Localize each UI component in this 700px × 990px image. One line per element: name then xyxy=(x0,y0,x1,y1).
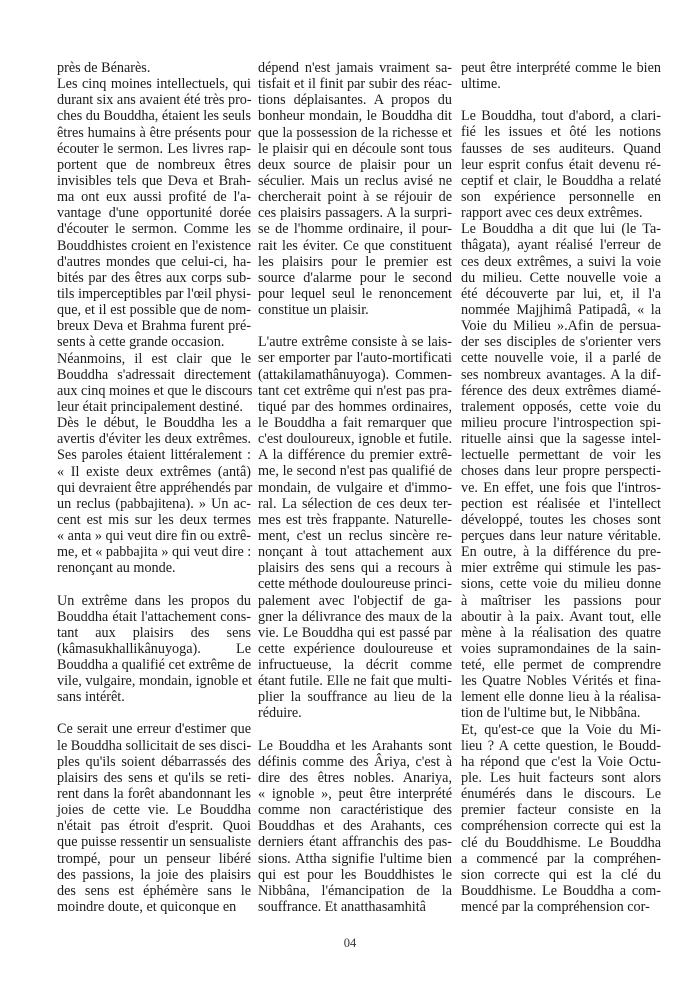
text-line: portent que de nombreux êtres xyxy=(57,156,251,173)
text-line: Le Bouddha et les Arahants sont xyxy=(258,737,452,754)
text-line: tiqué par des hommes ordinaires, xyxy=(258,398,452,415)
text-line: cent est mis sur les deux termes xyxy=(57,511,251,528)
text-line: milieu procure l'introspection spi- xyxy=(461,414,661,431)
text-line: me, le second n'est pas qualifié de xyxy=(258,463,452,480)
text-line: Ce serait une erreur d'estimer que xyxy=(57,721,251,738)
text-line: rait les éviter. Ce que constituent xyxy=(258,237,452,254)
text-line: ultime. xyxy=(461,76,501,93)
text-line: bonheur mondain, le Bouddha dit xyxy=(258,108,452,125)
text-line: der ses disciples de s'orienter vers xyxy=(461,334,661,351)
text-line: pour lequel seul le renoncement xyxy=(258,285,452,302)
text-line: tions déplaisantes. A propos du xyxy=(258,92,452,109)
text-line: fié les issues et ôté les notions xyxy=(461,124,661,141)
text-line: énumérés dans le discours. Le xyxy=(461,786,661,803)
text-line: rituelle ainsi que la sagesse intel- xyxy=(461,431,661,448)
text-line: dire des êtres nobles. Anariya, xyxy=(258,769,452,786)
text-line: Voie du Milieu ».Afin de persua- xyxy=(461,318,661,335)
text-line: êtres humains à être présents pour xyxy=(57,124,251,141)
text-line: sans intérêt. xyxy=(57,689,125,706)
text-line: les plaisirs pour le premier est xyxy=(258,253,452,270)
text-line: breux Deva et Brahma furent pré- xyxy=(57,318,251,335)
text-line: peut être interprété comme le bien xyxy=(461,60,661,76)
text-line: comme non caractéristique des xyxy=(258,802,452,819)
text-line: cette nouvelle voie, il a parlé de xyxy=(461,350,661,367)
paragraph xyxy=(461,60,661,92)
text-line: ral. La sélection de ces deux ter- xyxy=(258,495,452,512)
text-line: sions, cette voie du milieu donne xyxy=(461,576,661,593)
text-line: lement elle donne lieu à la réalisa- xyxy=(461,689,661,706)
text-line: « Il existe deux extrêmes (antâ) xyxy=(57,463,251,480)
text-line: aboutir à la paix. Avant tout, elle xyxy=(461,608,661,625)
text-line: me, et « pabbajita » qui veut dire : xyxy=(57,544,252,561)
text-line: Ses paroles étaient littéralement : xyxy=(57,447,251,464)
text-line: souffrance. Et anatthasamhitâ xyxy=(258,899,426,916)
text-line: aux cinq moines et que le discours xyxy=(57,382,253,399)
text-line: voies supramondaines de la sain- xyxy=(461,640,661,657)
text-line: que puisse ressentir un sensualiste xyxy=(57,834,251,851)
text-line: plaisirs des sens qui a recours à xyxy=(258,560,452,577)
text-line: bités par des êtres aux corps sub- xyxy=(57,269,251,286)
text-line: tant aux plaisirs des sens xyxy=(57,624,251,641)
text-line: Bouddhas et des Arahants, ces xyxy=(258,818,452,835)
text-line: dépend n'est jamais vraiment sa- xyxy=(258,60,452,76)
text-line: deux source de plaisir pour un xyxy=(258,156,452,173)
text-line: développé, toutes les choses sont xyxy=(461,511,661,528)
text-line: (kâmasukhallikânuyoga). Le xyxy=(57,640,251,657)
text-line: Le Bouddha a dit que lui (le Ta- xyxy=(461,221,661,238)
text-line: se de l'homme ordinaire, il pour- xyxy=(258,221,452,238)
text-line: d'autres mondes que celui-ci, ha- xyxy=(57,253,251,270)
text-line: ma ont eux aussi profité de l'a- xyxy=(57,189,251,206)
text-line: pection est réalisée et l'intellect xyxy=(461,495,661,512)
text-line: ment, c'est un reclus sincère re- xyxy=(258,527,452,544)
paragraph xyxy=(258,60,452,318)
text-line: chercherait point à se réjouir de xyxy=(258,189,452,206)
text-line: tisfait et il finit par subir des réac- xyxy=(258,76,452,93)
text-line: été découverte par lui, et, il l'a xyxy=(461,285,661,302)
text-line: lectuelle permettant de voir les xyxy=(461,447,661,464)
text-line: plaisirs des sens et qu'ils se reti- xyxy=(57,769,251,786)
text-line: durant six ans avaient été très pro- xyxy=(57,92,252,109)
text-line: joies de cette vie. Le Bouddha xyxy=(57,802,251,819)
text-line: n'était pas étroit d'esprit. Quoi xyxy=(57,818,251,835)
text-line: ces deux extrêmes, a suivi la voie xyxy=(461,253,661,270)
text-line: rapport avec ces deux extrêmes. xyxy=(461,205,643,222)
text-line: A la différence du premier extrê- xyxy=(258,447,452,464)
text-line: ha répond que c'est la Voie Octu- xyxy=(461,753,661,770)
paragraph xyxy=(461,108,661,221)
text-line: les Quatre Nobles Vérités et fina- xyxy=(461,673,661,690)
text-line: cette méthode douloureuse princi- xyxy=(258,576,452,593)
text-line: Un extrême dans les propos du xyxy=(57,592,251,609)
text-line: le Bouddha a fait remarquer que xyxy=(258,414,452,431)
text-line: mencé par la compréhension cor- xyxy=(461,899,650,916)
text-line: un reclus (pabbajitena). » Un ac- xyxy=(57,495,251,512)
text-line: leur était principalement destiné. xyxy=(57,398,243,415)
text-line: qui devraient être appréhendés par xyxy=(57,479,253,496)
text-line: sions. Attha signifie l'ultime bien xyxy=(258,850,452,867)
text-line: ceptif et clair, le Bouddha a relaté xyxy=(461,172,661,189)
paragraph xyxy=(57,593,251,706)
text-line: mier extrême qui stimule les pas- xyxy=(461,560,661,577)
text-line: férence des deux extrêmes diamé- xyxy=(461,382,661,399)
text-line: des sens est éphémère sans le xyxy=(57,882,251,899)
text-column-3 xyxy=(461,60,661,915)
text-line: Les cinq moines intellectuels, qui xyxy=(57,76,251,93)
text-line: « ignoble », peut être interprété xyxy=(258,786,452,803)
text-line: son expérience personnelle en xyxy=(461,188,661,205)
text-line: lieu ? A cette question, le Boudd- xyxy=(461,737,661,754)
text-line: tils imperceptibles par l'œil physi- xyxy=(57,285,251,302)
text-line: réduire. xyxy=(258,705,302,722)
text-line: a commencé par la compréhen- xyxy=(461,850,661,867)
text-line: « anta » qui veut dire fin ou extrê- xyxy=(57,528,251,545)
paragraph xyxy=(461,722,661,916)
text-line: Bouddha s'adressait directement xyxy=(57,366,251,383)
text-line: Bouddha était l'attachement cons- xyxy=(57,608,251,625)
paragraph xyxy=(57,60,251,76)
text-line: ple. Les huit facteurs sont alors xyxy=(461,770,661,787)
paragraph xyxy=(57,721,251,915)
text-line: avertis d'éviter les deux extrêmes. xyxy=(57,431,251,448)
text-line: L'autre extrême consiste à se lais- xyxy=(258,334,452,351)
text-line: gner la délivrance des maux de la xyxy=(258,608,452,625)
text-line: nommée Majjhimâ Patipadâ, « la xyxy=(461,301,661,318)
text-line: ples qu'ils soient débarrassés des xyxy=(57,753,251,770)
text-line: du milieu. Cette nouvelle voie a xyxy=(461,269,661,286)
text-line: derniers étant affranchis des pas- xyxy=(258,834,452,851)
text-line: Nibbâna, l'émancipation de la xyxy=(258,882,452,899)
text-line: vile, vulgaire, mondain, ignoble et xyxy=(57,673,253,690)
text-line: que, et il est possible que de nom- xyxy=(57,302,251,319)
text-line: Bouddha a qualifié cet extrême de xyxy=(57,657,252,674)
text-line: étant futile. Elle ne fait que multi- xyxy=(258,673,452,690)
text-line: tralement opposés, cette voie du xyxy=(461,398,661,415)
text-line: près de Bénarès. xyxy=(57,60,151,76)
text-line: mondain, de vulgaire et d'immo- xyxy=(258,479,452,496)
text-line: vantage d'une opportunité dorée xyxy=(57,205,251,222)
text-line: fausses de ses auditeurs. Quand xyxy=(461,140,661,157)
text-line: des passions, la joie des plaisirs xyxy=(57,866,251,883)
paragraph xyxy=(461,221,661,721)
text-line: thâgata), ayant réalisé l'erreur de xyxy=(461,237,661,254)
paragraph xyxy=(57,351,251,416)
page-number: 04 xyxy=(343,936,357,950)
text-line: source d'alarme pour le second xyxy=(258,269,452,286)
text-line: définis comme des Âriya, c'est à xyxy=(258,753,452,770)
text-line: tant cet extrême qui n'est pas pra- xyxy=(258,382,452,399)
paragraph xyxy=(57,76,251,350)
text-line: à maîtriser les passions pour xyxy=(461,592,661,609)
text-line: Bouddhisme. Le Bouddha a com- xyxy=(461,883,661,900)
text-line: mène à la réalisation des quatre xyxy=(461,624,661,641)
text-line: sents à cette grande occasion. xyxy=(57,334,225,351)
text-line: écouter le sermon. Les livres rap- xyxy=(57,140,251,157)
text-line: invisibles tels que Deva et Brah- xyxy=(57,172,251,189)
text-line: séculier. Mais un reclus avisé ne xyxy=(258,172,452,189)
paragraph xyxy=(258,334,452,721)
text-column-2 xyxy=(258,60,452,915)
text-line: (attakilamathânuyoga). Commen- xyxy=(258,366,452,383)
text-line: rent dans la forêt abandonnant les xyxy=(57,786,251,803)
text-line: cette expérience douloureuse et xyxy=(258,640,452,657)
text-line: teté, elle permet de comprendre xyxy=(461,657,661,674)
text-line: Néanmoins, il est clair que le xyxy=(57,350,251,367)
paragraph xyxy=(258,738,452,916)
text-line: d'écouter le sermon. Comme les xyxy=(57,221,251,238)
text-line: mes est très frappante. Naturelle- xyxy=(258,511,452,528)
text-line: renonçant au monde. xyxy=(57,560,176,577)
text-line: premier facteur consiste en la xyxy=(461,802,661,819)
text-line: leur esprit confus était devenu ré- xyxy=(461,156,661,173)
text-line: ve. En effet, une fois que l'intros- xyxy=(461,479,661,496)
text-line: constitue un plaisir. xyxy=(258,302,369,319)
text-line: plier la souffrance au lieu de la xyxy=(258,689,452,706)
text-column-1 xyxy=(57,60,251,915)
text-line: vie. Le Bouddha qui est passé par xyxy=(258,624,452,641)
text-line: sion correcte qui est la clé du xyxy=(461,866,661,883)
text-line: perçues dans leur nature véritable. xyxy=(461,527,661,544)
text-line: choses dans leur propre perspecti- xyxy=(461,463,661,480)
text-line: c'est douloureux, ignoble et futile. xyxy=(258,431,452,448)
text-line: compréhension correcte qui est la xyxy=(461,818,661,835)
text-line: clé du Bouddhisme. Le Bouddha xyxy=(461,834,661,851)
paragraph xyxy=(57,415,251,576)
text-line: le Bouddha sollicitait de ses disci- xyxy=(57,737,252,754)
text-line: Bouddhistes croient en l'existence xyxy=(57,237,251,254)
text-line: palement avec l'objectif de ga- xyxy=(258,592,452,609)
text-line: ces plaisirs passagers. A la surpri- xyxy=(258,205,452,222)
text-line: Le Bouddha, tout d'abord, a clari- xyxy=(461,108,661,125)
text-line: En outre, à la différence du pre- xyxy=(461,544,661,561)
text-line: qui est pour les Bouddhistes le xyxy=(258,866,452,883)
text-line: moindre doute, et quiconque en xyxy=(57,899,237,916)
text-line: Dès le début, le Bouddha les a xyxy=(57,415,251,432)
text-line: ses nombreux avantages. A la dif- xyxy=(461,366,661,383)
text-line: ser emporter par l'auto-mortificati xyxy=(258,350,452,367)
text-line: infructueuse, la décrit comme xyxy=(258,657,452,674)
text-line: trompé, pour un penseur libéré xyxy=(57,850,251,867)
text-line: Et, qu'est-ce que la Voie du Mi- xyxy=(461,721,661,738)
text-line: ches du Bouddha, étaient les seuls xyxy=(57,108,251,125)
text-line: le plaisir qui en découle sont tous xyxy=(258,140,452,157)
text-line: nonçant à tout attachement aux xyxy=(258,544,452,561)
text-line: tion de l'ultime but, le Nibbâna. xyxy=(461,705,641,722)
text-line: que la possession de la richesse et xyxy=(258,124,452,141)
